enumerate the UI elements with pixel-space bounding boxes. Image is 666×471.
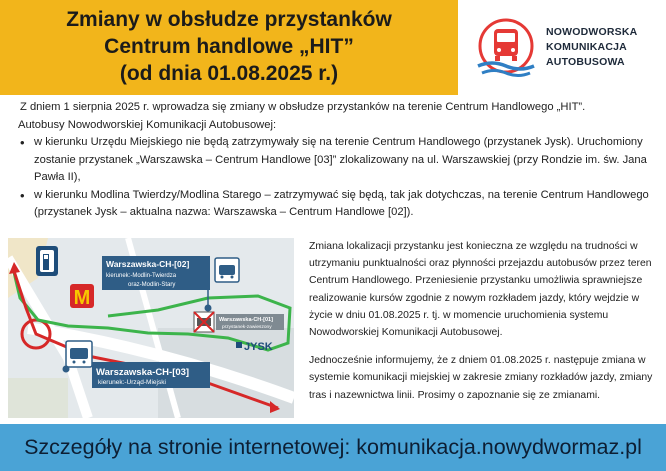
logo-line-3: AUTOBUSOWA	[546, 56, 625, 68]
explanation-paragraph-2: Jednocześnie informujemy, że z dniem 01.08.2025 r. następuje zmiana w systemie komunikacji miejskiej w zakresie zmiany rozkładów jazdy, zmiany tras i nazewnictwa linii. Prosimy o zapoznanie się ze zmianami.	[309, 355, 653, 401]
stop-01-note: przystanek-zawieszony	[222, 325, 272, 330]
title-line-2: Centrum handlowe „HIT”	[104, 35, 354, 58]
list-item: • w kierunku Modlina Twierdzy/Modlina Starego – zatrzymywać się będą, tak jak dotychczas, na terenie Centrum Handlowego (przystanek Jysk – aktualna nazwa: Warszawska – Centrum Handlowe [02]).	[18, 187, 654, 222]
bus-stop-icon-03	[66, 341, 92, 367]
shop-name: JYSK	[244, 341, 273, 353]
stop-01-name: Warszawska-CH-[01]	[219, 317, 273, 323]
explanation-paragraph-1: Zmiana lokalizacji przystanku jest konieczna ze względu na trudności w utrzymaniu punktualności oraz płynności przejazdu autobusów przez teren Centrum Handlowego. Przeniesienie przystanku umożliwia sprawniejsze realizowanie kursów zgodnie z nowym rozkładem jazdy, który wejdzie w życie w dniu 01.08.2025 r. tj. w momencie uruchomienia systemu Nowodworskiej Komunikacji Autobusowej.	[309, 241, 652, 339]
bus-logo-icon	[474, 16, 538, 80]
page-title	[0, 6, 458, 87]
intro-line-2: Autobusy Nowodworskiej Komunikacji Autobusowej:	[18, 118, 277, 131]
footer-link-text[interactable]: Szczegóły na stronie internetowej: komunikacja.nowydwormaz.pl	[24, 435, 642, 459]
stop-02-direction-2: oraz-Modlin-Stary	[128, 282, 176, 288]
list-item: • w kierunku Urzędu Miejskiego nie będą zatrzymywały się na terenie Centrum Handlowego (przystanek Jysk). Uruchomiony zostanie przystanek „Warszawska – Centrum Handlowe [03]” zlokalizowany na ul. Warszawskiej (przy Rondzie im. św. Jana Pawła II),	[18, 134, 654, 187]
gas-station-icon	[36, 246, 58, 276]
stop-02-name: Warszawska-CH-[02]	[106, 259, 190, 269]
title-line-1: Zmiany w obsłudze przystanków	[66, 8, 392, 31]
footer-banner	[0, 424, 666, 471]
intro-paragraph	[18, 99, 658, 134]
route-map	[8, 238, 294, 418]
explanation-text	[309, 238, 657, 415]
logo-line-2: KOMUNIKACJA	[546, 41, 627, 53]
intro-line-1: Z dniem 1 sierpnia 2025 r. wprowadza się zmiany w obsłudze przystanków na terenie Centrum Handlowego „HIT”.	[20, 101, 586, 113]
stop-01-label	[216, 314, 284, 330]
title-line-3: (od dnia 01.08.2025 r.)	[119, 62, 339, 85]
map-drawing	[8, 238, 294, 418]
stop-02-label	[102, 256, 210, 290]
stop-02-direction: kierunek:-Modlin-Twierdza	[106, 273, 177, 279]
suspended-stop-icon	[194, 312, 214, 332]
stop-03-label	[92, 362, 210, 388]
changes-list	[18, 134, 654, 222]
restaurant-icon	[70, 284, 94, 309]
svg-text:M: M	[73, 287, 91, 309]
logo-text	[546, 25, 637, 70]
stop-03-name: Warszawska-CH-[03]	[96, 367, 190, 378]
header	[0, 0, 666, 95]
bus-stop-icon	[215, 258, 239, 282]
logo-line-1: NOWODWORSKA	[546, 26, 638, 38]
stop-03-direction: kierunek:-Urząd-Miejski	[98, 379, 166, 386]
